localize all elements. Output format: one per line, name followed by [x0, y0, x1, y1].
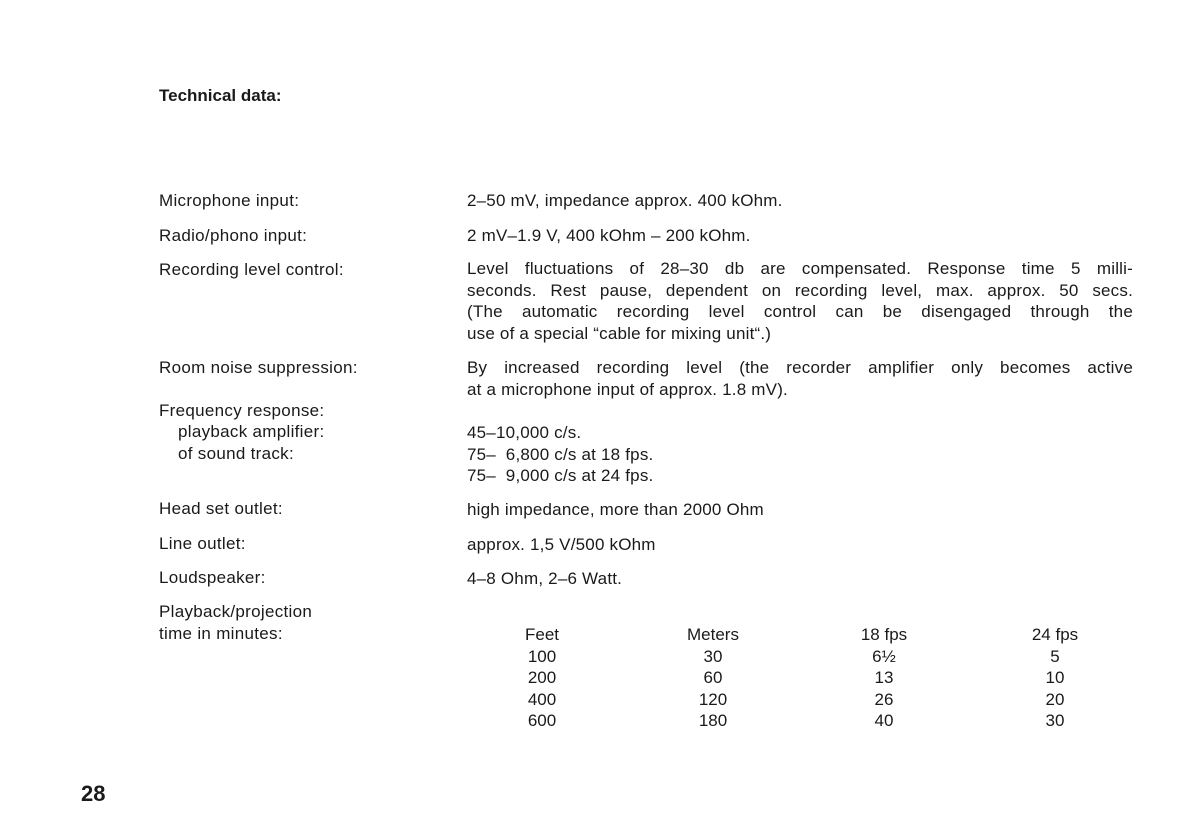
- table-cell: 30: [703, 646, 723, 666]
- table-cell: 30: [1045, 711, 1065, 730]
- microphone-input-value: 2–50 mV, impedance approx. 400 kOhm.: [467, 191, 783, 210]
- table-cell: 120: [698, 689, 728, 709]
- table-cell: 20: [1045, 689, 1065, 709]
- room-noise-value: [467, 357, 1133, 400]
- room-noise-label: Room noise suppression:: [159, 358, 358, 377]
- microphone-input-label: Microphone input:: [159, 191, 300, 210]
- recording-line-1: Level fluctuations of 28–30 db are compensated. Response time 5 milli-: [467, 259, 1133, 278]
- table-cell: 600: [527, 711, 557, 730]
- table-column-18fps: [844, 624, 924, 732]
- table-cell: 60: [703, 668, 723, 687]
- page-title: Technical data:: [159, 86, 282, 105]
- recording-level-label: Recording level control:: [159, 260, 344, 279]
- table-header-feet: Feet: [524, 625, 560, 644]
- table-column-24fps: [1015, 624, 1095, 732]
- recording-line-4: use of a special “cable for mixing unit“.): [467, 323, 772, 343]
- loudspeaker-value: 4–8 Ohm, 2–6 Watt.: [467, 569, 623, 588]
- headset-outlet-value: high impedance, more than 2000 Ohm: [467, 500, 764, 519]
- table-cell: 13: [874, 668, 894, 687]
- table-header-18fps: 18 fps: [860, 625, 908, 644]
- table-cell: 400: [527, 689, 557, 709]
- loudspeaker-label: Loudspeaker:: [159, 568, 266, 587]
- table-cell: 40: [874, 711, 894, 730]
- table-header-24fps: 24 fps: [1031, 625, 1079, 644]
- recording-line-3: (The automatic recording level control can be disengaged through the: [467, 302, 1133, 321]
- frequency-value-2: 75– 6,800 c/s at 18 fps.: [467, 445, 654, 464]
- headset-outlet-label: Head set outlet:: [159, 499, 283, 518]
- sound-track-label: of sound track:: [178, 444, 295, 463]
- table-header-meters: Meters: [687, 625, 739, 644]
- table-column-feet: [512, 624, 572, 732]
- room-line-1: By increased recording level (the recorder amplifier only becomes active: [467, 358, 1133, 377]
- table-cell: 200: [527, 668, 557, 687]
- table-cell: 10: [1045, 668, 1065, 687]
- page-number: 28: [81, 781, 106, 806]
- radio-input-label: Radio/phono input:: [159, 226, 308, 245]
- table-cell: 26: [874, 689, 894, 709]
- recording-line-2: seconds. Rest pause, dependent on recording level, max. approx. 50 secs.: [467, 280, 1133, 300]
- line-outlet-label: Line outlet:: [159, 534, 246, 553]
- playback-amplifier-label: playback amplifier:: [178, 422, 325, 441]
- recording-level-value: [467, 258, 1133, 344]
- table-cell: 5: [1050, 646, 1060, 666]
- frequency-response-label: Frequency response:: [159, 401, 325, 420]
- table-cell: 6½: [872, 646, 896, 666]
- playback-time-label-1: Playback/projection: [159, 602, 313, 621]
- table-cell: 100: [527, 646, 557, 666]
- table-column-meters: [673, 624, 753, 732]
- frequency-value-1: 45–10,000 c/s.: [467, 423, 582, 442]
- frequency-value-3: 75– 9,000 c/s at 24 fps.: [467, 466, 654, 485]
- room-line-2: at a microphone input of approx. 1.8 mV).: [467, 379, 788, 399]
- radio-input-value: 2 mV–1.9 V, 400 kOhm – 200 kOhm.: [467, 226, 751, 245]
- playback-time-label-2: time in minutes:: [159, 624, 283, 643]
- line-outlet-value: approx. 1,5 V/500 kOhm: [467, 535, 656, 554]
- table-cell: 180: [698, 711, 728, 730]
